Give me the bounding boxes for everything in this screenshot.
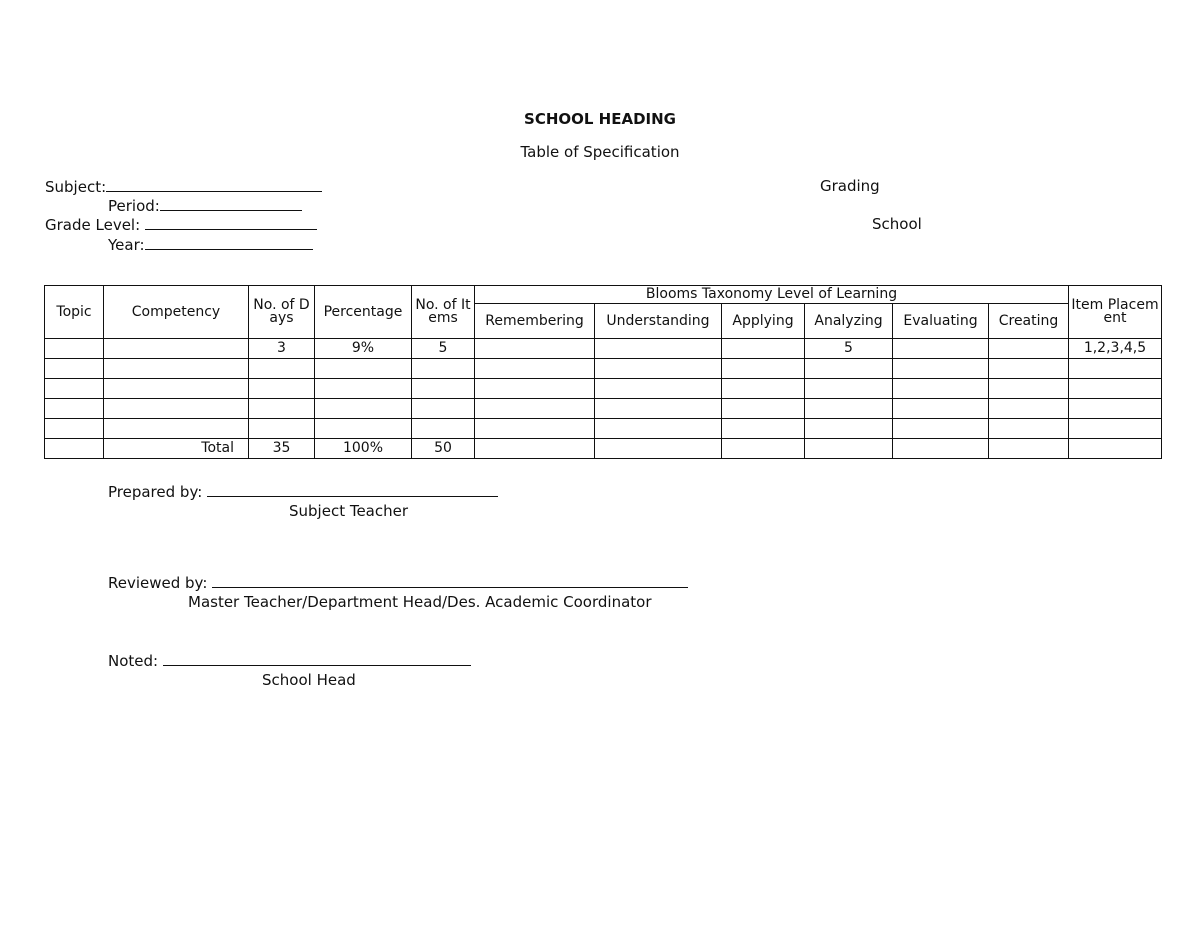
cell-competency: [104, 339, 249, 359]
subject-field: [45, 177, 322, 196]
header-item-placement: Item Placement: [1069, 286, 1162, 339]
header-analyzing: Analyzing: [805, 304, 893, 339]
school-label: School: [872, 215, 922, 233]
header-remembering: Remembering: [475, 304, 595, 339]
prepared-by-line: [108, 482, 498, 501]
total-days: 35: [249, 439, 315, 459]
reviewed-by-blank: [212, 573, 688, 588]
header-applying: Applying: [722, 304, 805, 339]
header-competency: Competency: [104, 286, 249, 339]
header-days: No. of Days: [249, 286, 315, 339]
header-blooms-taxonomy: Blooms Taxonomy Level of Learning: [475, 286, 1069, 304]
header-understanding: Understanding: [595, 304, 722, 339]
subject-label: Subject:: [45, 178, 107, 196]
table-header-row: [45, 286, 1162, 304]
cell-creating: [989, 339, 1069, 359]
cell-remembering: [475, 339, 595, 359]
cell-evaluating: [893, 339, 989, 359]
school-heading: SCHOOL HEADING: [524, 110, 676, 128]
table-row: [45, 379, 1162, 399]
year-label: Year:: [108, 236, 145, 254]
prepared-by-label: Prepared by:: [108, 483, 203, 501]
table-row: [45, 359, 1162, 379]
document-subtitle: Table of Specification: [520, 143, 680, 161]
cell-analyzing: 5: [805, 339, 893, 359]
header-percentage: Percentage: [315, 286, 412, 339]
period-blank: [160, 196, 302, 211]
table-row: [45, 339, 1162, 359]
noted-label: Noted:: [108, 652, 159, 670]
cell-percentage: 9%: [315, 339, 412, 359]
cell-understanding: [595, 339, 722, 359]
total-items: 50: [412, 439, 475, 459]
reviewed-by-label: Reviewed by:: [108, 574, 208, 592]
header-topic: Topic: [45, 286, 104, 339]
grade-level-field: [45, 215, 317, 234]
cell-days: 3: [249, 339, 315, 359]
total-percentage: 100%: [315, 439, 412, 459]
grade-level-label: Grade Level:: [45, 216, 141, 234]
noted-line: [108, 651, 471, 670]
grading-label: Grading: [820, 177, 880, 195]
noted-role: School Head: [262, 671, 356, 689]
reviewed-by-role: Master Teacher/Department Head/Des. Academic Coordinator: [188, 593, 652, 611]
cell-topic: [45, 339, 104, 359]
year-field: [108, 235, 313, 254]
table-row: [45, 399, 1162, 419]
total-row: [45, 439, 1162, 459]
prepared-by-role: Subject Teacher: [289, 502, 409, 520]
cell-placement: 1,2,3,4,5: [1069, 339, 1162, 359]
total-label: Total: [104, 439, 249, 459]
prepared-by-blank: [207, 482, 498, 497]
grade-level-blank: [145, 215, 317, 230]
reviewed-by-line: [108, 573, 688, 592]
cell-applying: [722, 339, 805, 359]
header-evaluating: Evaluating: [893, 304, 989, 339]
total-topic: [45, 439, 104, 459]
cell-items: 5: [412, 339, 475, 359]
subject-blank: [106, 177, 322, 192]
header-items: No. of Items: [412, 286, 475, 339]
year-blank: [145, 235, 313, 250]
specification-table: [44, 285, 1162, 459]
period-field: [108, 196, 302, 215]
period-label: Period:: [108, 197, 160, 215]
table-row: [45, 419, 1162, 439]
header-creating: Creating: [989, 304, 1069, 339]
noted-blank: [163, 651, 471, 666]
